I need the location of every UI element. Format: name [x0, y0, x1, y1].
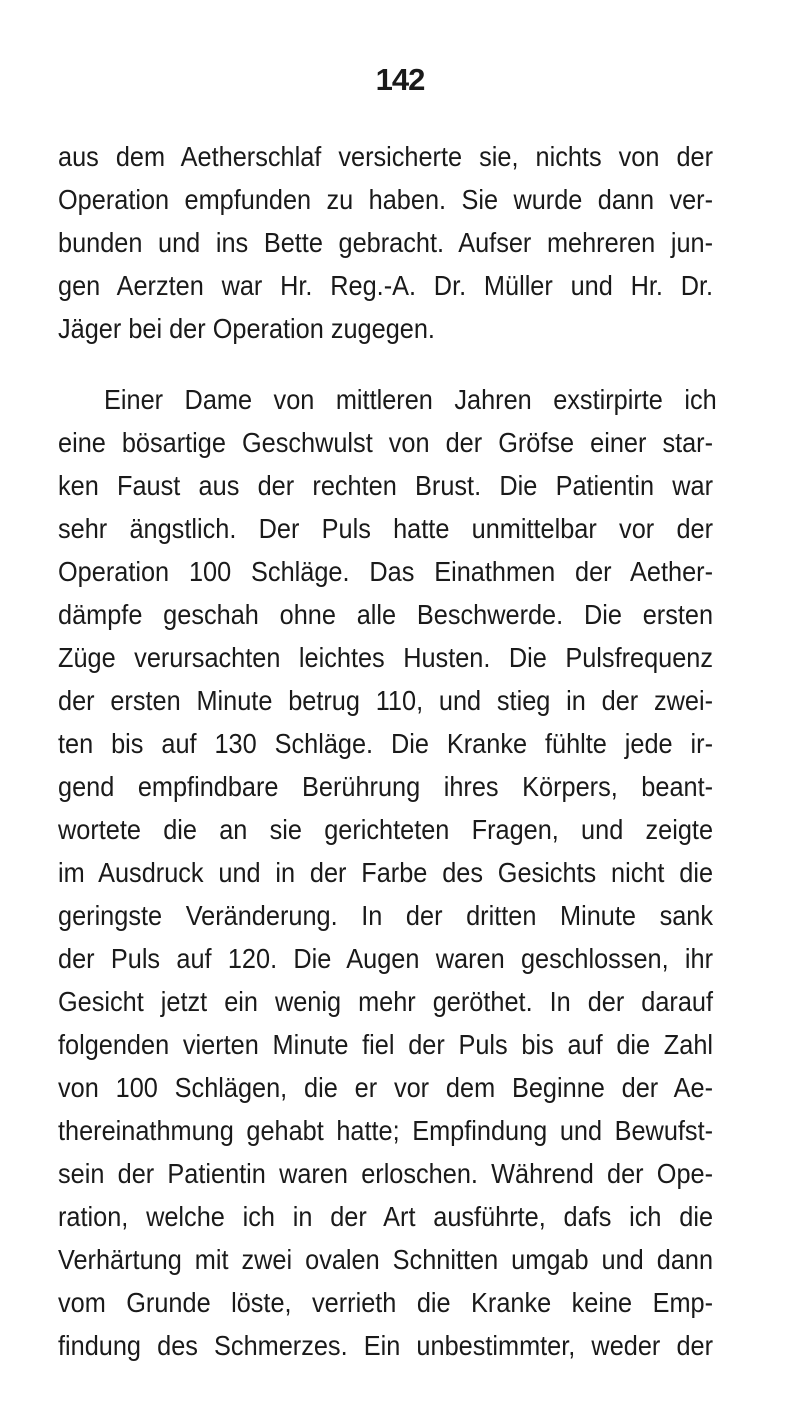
- text-line: ration, welche ich in der Art ausführte, dafs ich die: [58, 1201, 714, 1232]
- text-line: gend empfindbare Berührung ihres Körpers, beant-: [58, 771, 714, 802]
- text-line: thereinathmung gehabt hatte; Empfindung und Bewufst-: [58, 1115, 714, 1146]
- text-line: der Puls auf 120. Die Augen waren geschlossen, ihr: [58, 943, 714, 974]
- text-line: geringste Veränderung. In der dritten Minute sank: [58, 900, 714, 931]
- text-line: Jäger bei der Operation zugegen.: [58, 313, 435, 344]
- text-line: ten bis auf 130 Schläge. Die Kranke fühlte jede ir-: [58, 728, 714, 759]
- text-line: wortete die an sie gerichteten Fragen, und zeigte: [58, 814, 714, 845]
- text-line: Gesicht jetzt ein wenig mehr geröthet. In der darauf: [58, 986, 714, 1017]
- text-line: Züge verursachten leichtes Husten. Die Pulsfrequenz: [58, 642, 714, 673]
- text-line: von 100 Schlägen, die er vor dem Beginne der Ae-: [58, 1072, 714, 1103]
- text-line: dämpfe geschah ohne alle Beschwerde. Die ersten: [58, 599, 714, 630]
- text-line: im Ausdruck und in der Farbe des Gesichts nicht die: [58, 857, 714, 888]
- text-line: folgenden vierten Minute fiel der Puls bis auf die Zahl: [58, 1029, 714, 1060]
- text-line: aus dem Aetherschlaf versicherte sie, nichts von der: [58, 141, 714, 172]
- text-line: sehr ängstlich. Der Puls hatte unmittelbar vor der: [58, 513, 714, 544]
- text-line: Operation empfunden zu haben. Sie wurde dann ver-: [58, 184, 714, 215]
- page-number: 142: [375, 62, 425, 97]
- text-line: vom Grunde löste, verrieth die Kranke keine Emp-: [58, 1287, 714, 1318]
- text-line: gen Aerzten war Hr. Reg.-A. Dr. Müller und Hr. Dr.: [58, 270, 714, 301]
- text-line: eine bösartige Geschwulst von der Gröfse einer star-: [58, 427, 714, 458]
- text-line: bunden und ins Bette gebracht. Aufser mehreren jun-: [58, 227, 714, 258]
- text-line: Verhärtung mit zwei ovalen Schnitten umgab und dann: [58, 1244, 714, 1275]
- text-line: ken Faust aus der rechten Brust. Die Patientin war: [58, 470, 714, 501]
- text-line: der ersten Minute betrug 110, und stieg in der zwei-: [58, 685, 714, 716]
- text-line: sein der Patientin waren erloschen. Während der Ope-: [58, 1158, 714, 1189]
- text-line: Einer Dame von mittleren Jahren exstirpirte ich: [104, 384, 717, 415]
- text-line: findung des Schmerzes. Ein unbestimmter, weder der: [58, 1330, 714, 1361]
- text-line: Operation 100 Schläge. Das Einathmen der Aether-: [58, 556, 714, 587]
